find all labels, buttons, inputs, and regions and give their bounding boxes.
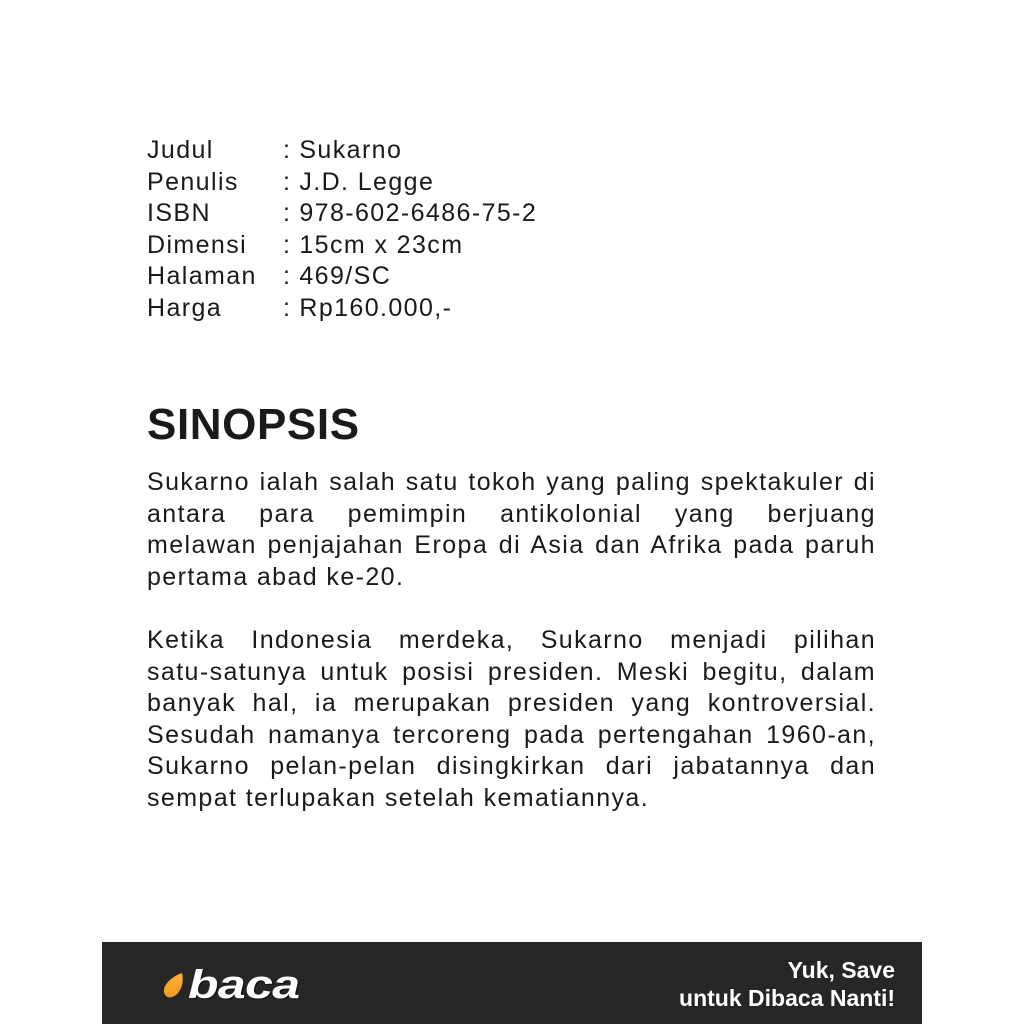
cta-line-2: untuk Dibaca Nanti!	[679, 985, 895, 1011]
synopsis-line: Ketika Indonesia merdeka, Sukarno menjadi pilihan	[147, 625, 876, 654]
detail-value: 15cm x 23cm	[299, 230, 464, 259]
footer-bar	[102, 942, 922, 1024]
detail-row-author	[147, 167, 867, 199]
leaf-drop-icon	[163, 972, 184, 999]
detail-separator: :	[283, 136, 292, 164]
synopsis-line: melawan penjajahan Eropa di Asia dan Afrika pada paruh	[147, 531, 876, 560]
synopsis-body	[147, 467, 876, 815]
detail-value: 978-602-6486-75-2	[299, 199, 538, 227]
detail-value: 469/SC	[299, 262, 392, 290]
detail-row-pages	[147, 261, 867, 293]
detail-separator: :	[283, 199, 292, 227]
detail-label: Judul	[147, 136, 214, 164]
synopsis-line: banyak hal, ia merupakan presiden yang kontroversial.	[147, 689, 876, 718]
synopsis-line: Sukarno ialah salah satu tokoh yang paling spektakuler di	[147, 468, 876, 496]
detail-row-isbn	[147, 198, 867, 230]
detail-label: Dimensi	[147, 230, 248, 259]
detail-separator: :	[283, 230, 292, 259]
synopsis-line: antara para pemimpin antikolonial yang berjuang	[147, 499, 876, 528]
detail-separator: :	[283, 167, 292, 196]
synopsis-line: satu-satunya untuk posisi presiden. Meski begitu, dalam	[147, 657, 876, 686]
detail-label: Halaman	[147, 262, 257, 290]
detail-value: Sukarno	[299, 136, 403, 164]
synopsis-line: sempat terlupakan setelah kematiannya.	[147, 783, 650, 812]
brand-logo	[163, 963, 323, 1012]
detail-row-dimensions	[147, 230, 867, 262]
detail-label: ISBN	[147, 199, 211, 227]
synopsis-line: pertama abad ke-20.	[147, 562, 405, 591]
synopsis-heading: SINOPSIS	[147, 400, 360, 449]
detail-label: Harga	[147, 293, 223, 322]
brand-wordmark: baca	[188, 963, 300, 1007]
synopsis-line: Sukarno pelan-pelan disingkirkan dari jabatannya dan	[147, 752, 876, 781]
synopsis-paragraph	[147, 625, 876, 815]
book-details-table	[147, 135, 867, 324]
detail-row-price	[147, 293, 867, 325]
cta-line-1: Yuk, Save	[787, 957, 895, 983]
detail-separator: :	[283, 293, 292, 322]
detail-separator: :	[283, 262, 292, 290]
save-cta	[679, 956, 895, 1012]
detail-label: Penulis	[147, 167, 239, 196]
detail-value: Rp160.000,-	[299, 293, 453, 322]
detail-value: J.D. Legge	[299, 167, 435, 196]
synopsis-paragraph	[147, 467, 876, 593]
synopsis-line: Sesudah namanya tercoreng pada pertengahan 1960-an,	[147, 720, 876, 749]
detail-row-title	[147, 135, 867, 167]
